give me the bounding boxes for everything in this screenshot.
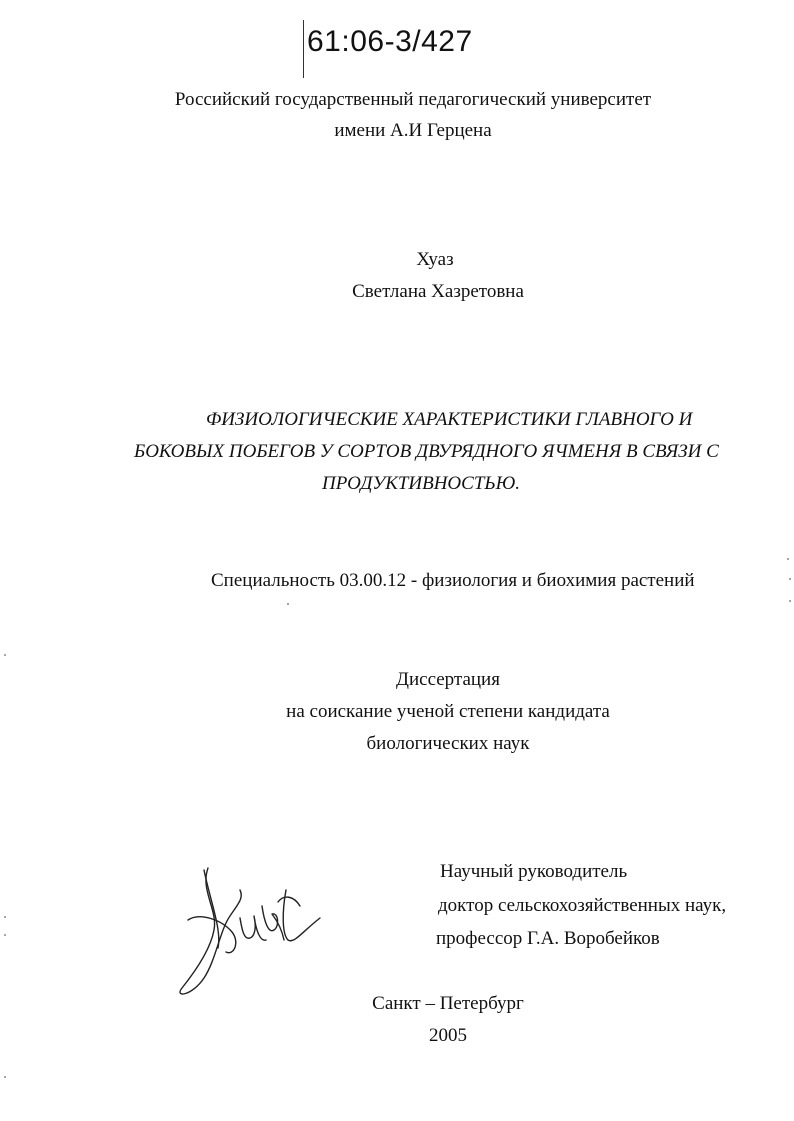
scan-speck — [4, 654, 6, 656]
scan-speck — [4, 1076, 6, 1078]
thesis-title-line2: БОКОВЫХ ПОБЕГОВ У СОРТОВ ДВУРЯДНОГО ЯЧМЕНЯ В СВЯЗИ С — [134, 441, 719, 462]
author-surname: Хуаз — [416, 249, 454, 270]
stamp-bracket — [303, 20, 304, 78]
library-stamp-code: 61:06-3/427 — [307, 25, 473, 58]
thesis-title-line3: ПРОДУКТИВНОСТЬЮ. — [322, 473, 520, 494]
scan-speck — [4, 934, 6, 936]
supervisor-title: Научный руководитель — [440, 861, 628, 882]
scan-speck — [787, 558, 789, 560]
supervisor-name: профессор Г.А. Воробейков — [436, 928, 660, 949]
thesis-title-line1: ФИЗИОЛОГИЧЕСКИЕ ХАРАКТЕРИСТИКИ ГЛАВНОГО И — [206, 409, 693, 430]
supervisor-degree: доктор сельскохозяйственных наук, — [438, 895, 727, 916]
scan-speck — [789, 578, 791, 580]
dissertation-field: биологических наук — [366, 733, 530, 754]
dissertation-degree: на соискание ученой степени кандидата — [286, 701, 610, 722]
scan-speck — [4, 916, 6, 918]
year: 2005 — [429, 1025, 467, 1046]
dissertation-label: Диссертация — [396, 669, 500, 690]
author-name: Светлана Хазретовна — [352, 281, 524, 302]
scan-speck — [789, 600, 791, 602]
institution-name-line2: имени А.И Герцена — [334, 120, 492, 141]
specialty-line: Специальность 03.00.12 - физиология и биохимия растений — [211, 570, 695, 591]
institution-name: Российский государственный педагогический университет — [174, 89, 652, 110]
handwritten-signature-icon — [170, 860, 330, 1000]
city: Санкт – Петербург — [372, 993, 524, 1014]
scan-speck — [287, 603, 289, 605]
